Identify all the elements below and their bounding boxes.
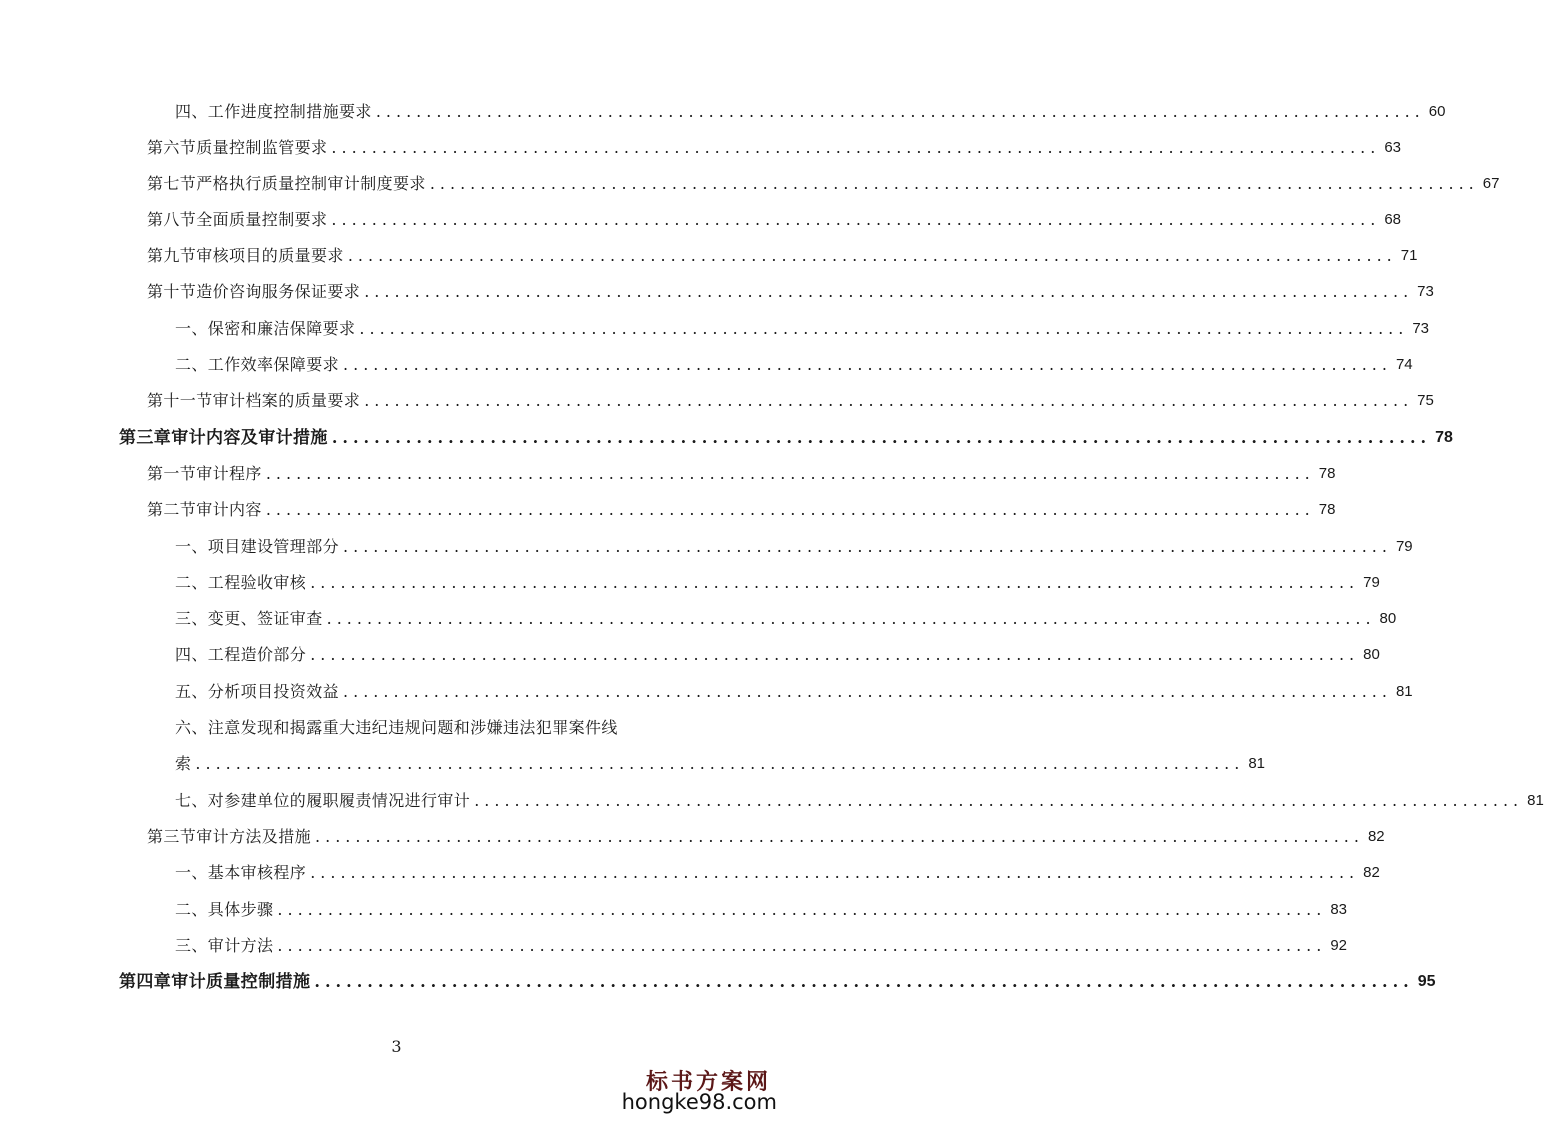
toc-entry[interactable] [175,347,1413,375]
toc-entry[interactable] [147,202,1402,230]
toc-entry-title: 四、工作进度控制措施要求 [175,102,372,121]
toc-entry-title: 五、分析项目投资效益 [175,682,340,701]
toc-entry-title: 审计内容 [196,500,262,519]
toc-entry-title: 审核项目的质量要求 [196,246,344,265]
toc-leader-dots: ........................................................................................................ [364,391,1414,410]
toc-entry-page: 74 [1395,356,1413,373]
toc-entry-title: 一、基本审核程序 [175,863,307,882]
toc-entry-title: 全面质量控制要求 [196,210,328,229]
toc-entry-page: 60 [1428,103,1446,120]
toc-entry-page: 80 [1363,646,1380,663]
toc-entry-page: 83 [1330,901,1348,918]
toc-entry[interactable] [147,238,1418,266]
toc-entry-title: 审计程序 [196,464,262,483]
page-number: 3 [391,1037,402,1056]
toc-leader-dots: ........................................................................................................ [277,900,1327,919]
toc-entry-page: 79 [1395,538,1413,555]
toc-entry-title: 四、工程造价部分 [175,645,307,664]
toc-entry-title: 审计方法及措施 [196,827,312,846]
toc-leader-dots: ........................................................................................................ [474,791,1524,810]
toc-entry-title: 质量控制监管要求 [196,138,328,157]
toc-entry[interactable] [147,456,1336,484]
toc-entry[interactable] [147,274,1434,302]
toc-section-label: 第八节 [147,210,197,229]
toc-leader-dots: ........................................................................................................ [310,645,1360,664]
toc-entry[interactable] [175,928,1348,956]
toc-entry[interactable] [175,783,1544,811]
toc-entry-page: 67 [1482,175,1500,192]
toc-entry[interactable] [147,130,1402,158]
toc-leader-dots: ........................................................................................................ [315,827,1364,846]
toc-leader-dots: ........................................................................................................ [347,246,1397,265]
toc-entry-page: 80 [1379,610,1397,627]
toc-entry-title: 一、保密和廉洁保障要求 [175,319,356,338]
toc-leader-dots: ........................................................................................................ [359,319,1409,338]
toc-section-label: 第十节 [147,282,197,301]
toc-chapter-entry[interactable] [119,420,1453,448]
toc-chapter-label: 第四章 [119,972,172,992]
toc-entry-title: 二、具体步骤 [175,900,274,919]
toc-entry-page: 73 [1412,320,1430,337]
toc-entry-title: 造价咨询服务保证要求 [196,282,361,301]
toc-entry[interactable] [175,529,1413,557]
toc-section-label: 第二节 [147,500,197,519]
toc-section-label: 第六节 [147,138,197,157]
toc-chapter-title: 审计内容及审计措施 [171,428,328,448]
toc-entry-title: 七、对参建单位的履职履责情况进行审计 [175,791,471,810]
toc-leader-dots: ........................................................................................................ [331,210,1381,229]
toc-chapter-page: 95 [1417,973,1436,990]
toc-entry[interactable] [175,746,1266,774]
toc-entry-page: 75 [1417,392,1434,409]
toc-entry[interactable] [175,855,1380,883]
toc-entry-page: 78 [1318,465,1336,482]
toc-entry-page: 82 [1363,864,1380,881]
toc-leader-dots: ........................................................................................................ [343,355,1392,374]
toc-entry-title: 三、变更、签证审查 [175,609,323,628]
toc-entry[interactable] [175,601,1397,629]
toc-leader-dots: ........................................................................................................ [343,682,1392,701]
toc-chapter-page: 78 [1435,429,1453,446]
toc-entry-page: 92 [1330,937,1348,954]
toc-leader-dots: ........................................................................................................ [195,754,1245,773]
toc-entry-title: 二、工作效率保障要求 [175,355,340,374]
toc-section-label: 第三节 [147,827,197,846]
toc-entry[interactable] [147,166,1500,194]
toc-entry[interactable] [147,819,1385,847]
toc-section-label: 第一节 [147,464,197,483]
toc-entry[interactable] [175,94,1446,122]
toc-section-label: 第九节 [147,246,197,265]
toc-chapter-title: 审计质量控制措施 [171,972,311,992]
toc-leader-dots: ........................................................................................................ [310,863,1360,882]
toc-leader-dots: ........................................................................................................ [331,138,1381,157]
toc-entry[interactable] [175,637,1380,665]
toc-leader-dots: ........................................................................................................ [375,102,1425,121]
toc-chapter-entry[interactable] [119,964,1436,992]
toc-entry-page: 71 [1400,247,1418,264]
toc-entry-title: 三、审计方法 [175,936,274,955]
toc-entry[interactable] [175,311,1430,339]
toc-entry-title: 索 [175,754,192,773]
toc-leader-dots: ........................................................................................................ [277,936,1327,955]
toc-leader-dots: ........................................................................................................ [331,428,1432,447]
toc-section-label: 第十一节 [147,391,213,410]
toc-entry-title: 一、项目建设管理部分 [175,537,340,556]
toc-leader-dots: ........................................................................................................ [265,464,1315,483]
toc-entry-page: 81 [1527,792,1544,809]
toc-entry[interactable] [175,565,1380,593]
toc-leader-dots: ........................................................................................................ [326,609,1376,628]
toc-leader-dots: ........................................................................................................ [429,174,1479,193]
toc-entry-page: 81 [1395,683,1413,700]
toc-leader-dots: ........................................................................................................ [364,282,1414,301]
toc-chapter-label: 第三章 [119,428,172,448]
toc-entry[interactable] [175,674,1413,702]
toc-entry-page: 68 [1384,211,1402,228]
toc-leader-dots: ........................................................................................................ [314,972,1414,991]
toc-entry[interactable] [147,383,1434,411]
toc-entry-page: 82 [1367,828,1385,845]
toc-entry[interactable] [175,892,1348,920]
watermark-logo-text: 标书方案网 [645,1069,771,1095]
toc-entry-title-wrapped[interactable]: 六、注意发现和揭露重大违纪违规问题和涉嫌违法犯罪案件线 [175,718,618,737]
toc-entry-title: 审计档案的质量要求 [212,391,361,410]
toc-entry-page: 79 [1363,574,1380,591]
watermark-url: hongke98.com [621,1090,777,1114]
toc-leader-dots: ........................................................................................................ [265,500,1315,519]
toc-entry[interactable] [147,492,1336,520]
toc-entry-page: 78 [1318,501,1336,518]
toc-entry-page: 73 [1417,283,1434,300]
toc-leader-dots: ........................................................................................................ [343,537,1392,556]
toc-leader-dots: ........................................................................................................ [310,573,1360,592]
toc-section-label: 第七节 [147,174,197,193]
toc-entry-title: 二、工程验收审核 [175,573,307,592]
toc-entry-page: 81 [1248,755,1266,772]
toc-entry-page: 63 [1384,139,1402,156]
toc-entry-title: 严格执行质量控制审计制度要求 [196,174,426,193]
